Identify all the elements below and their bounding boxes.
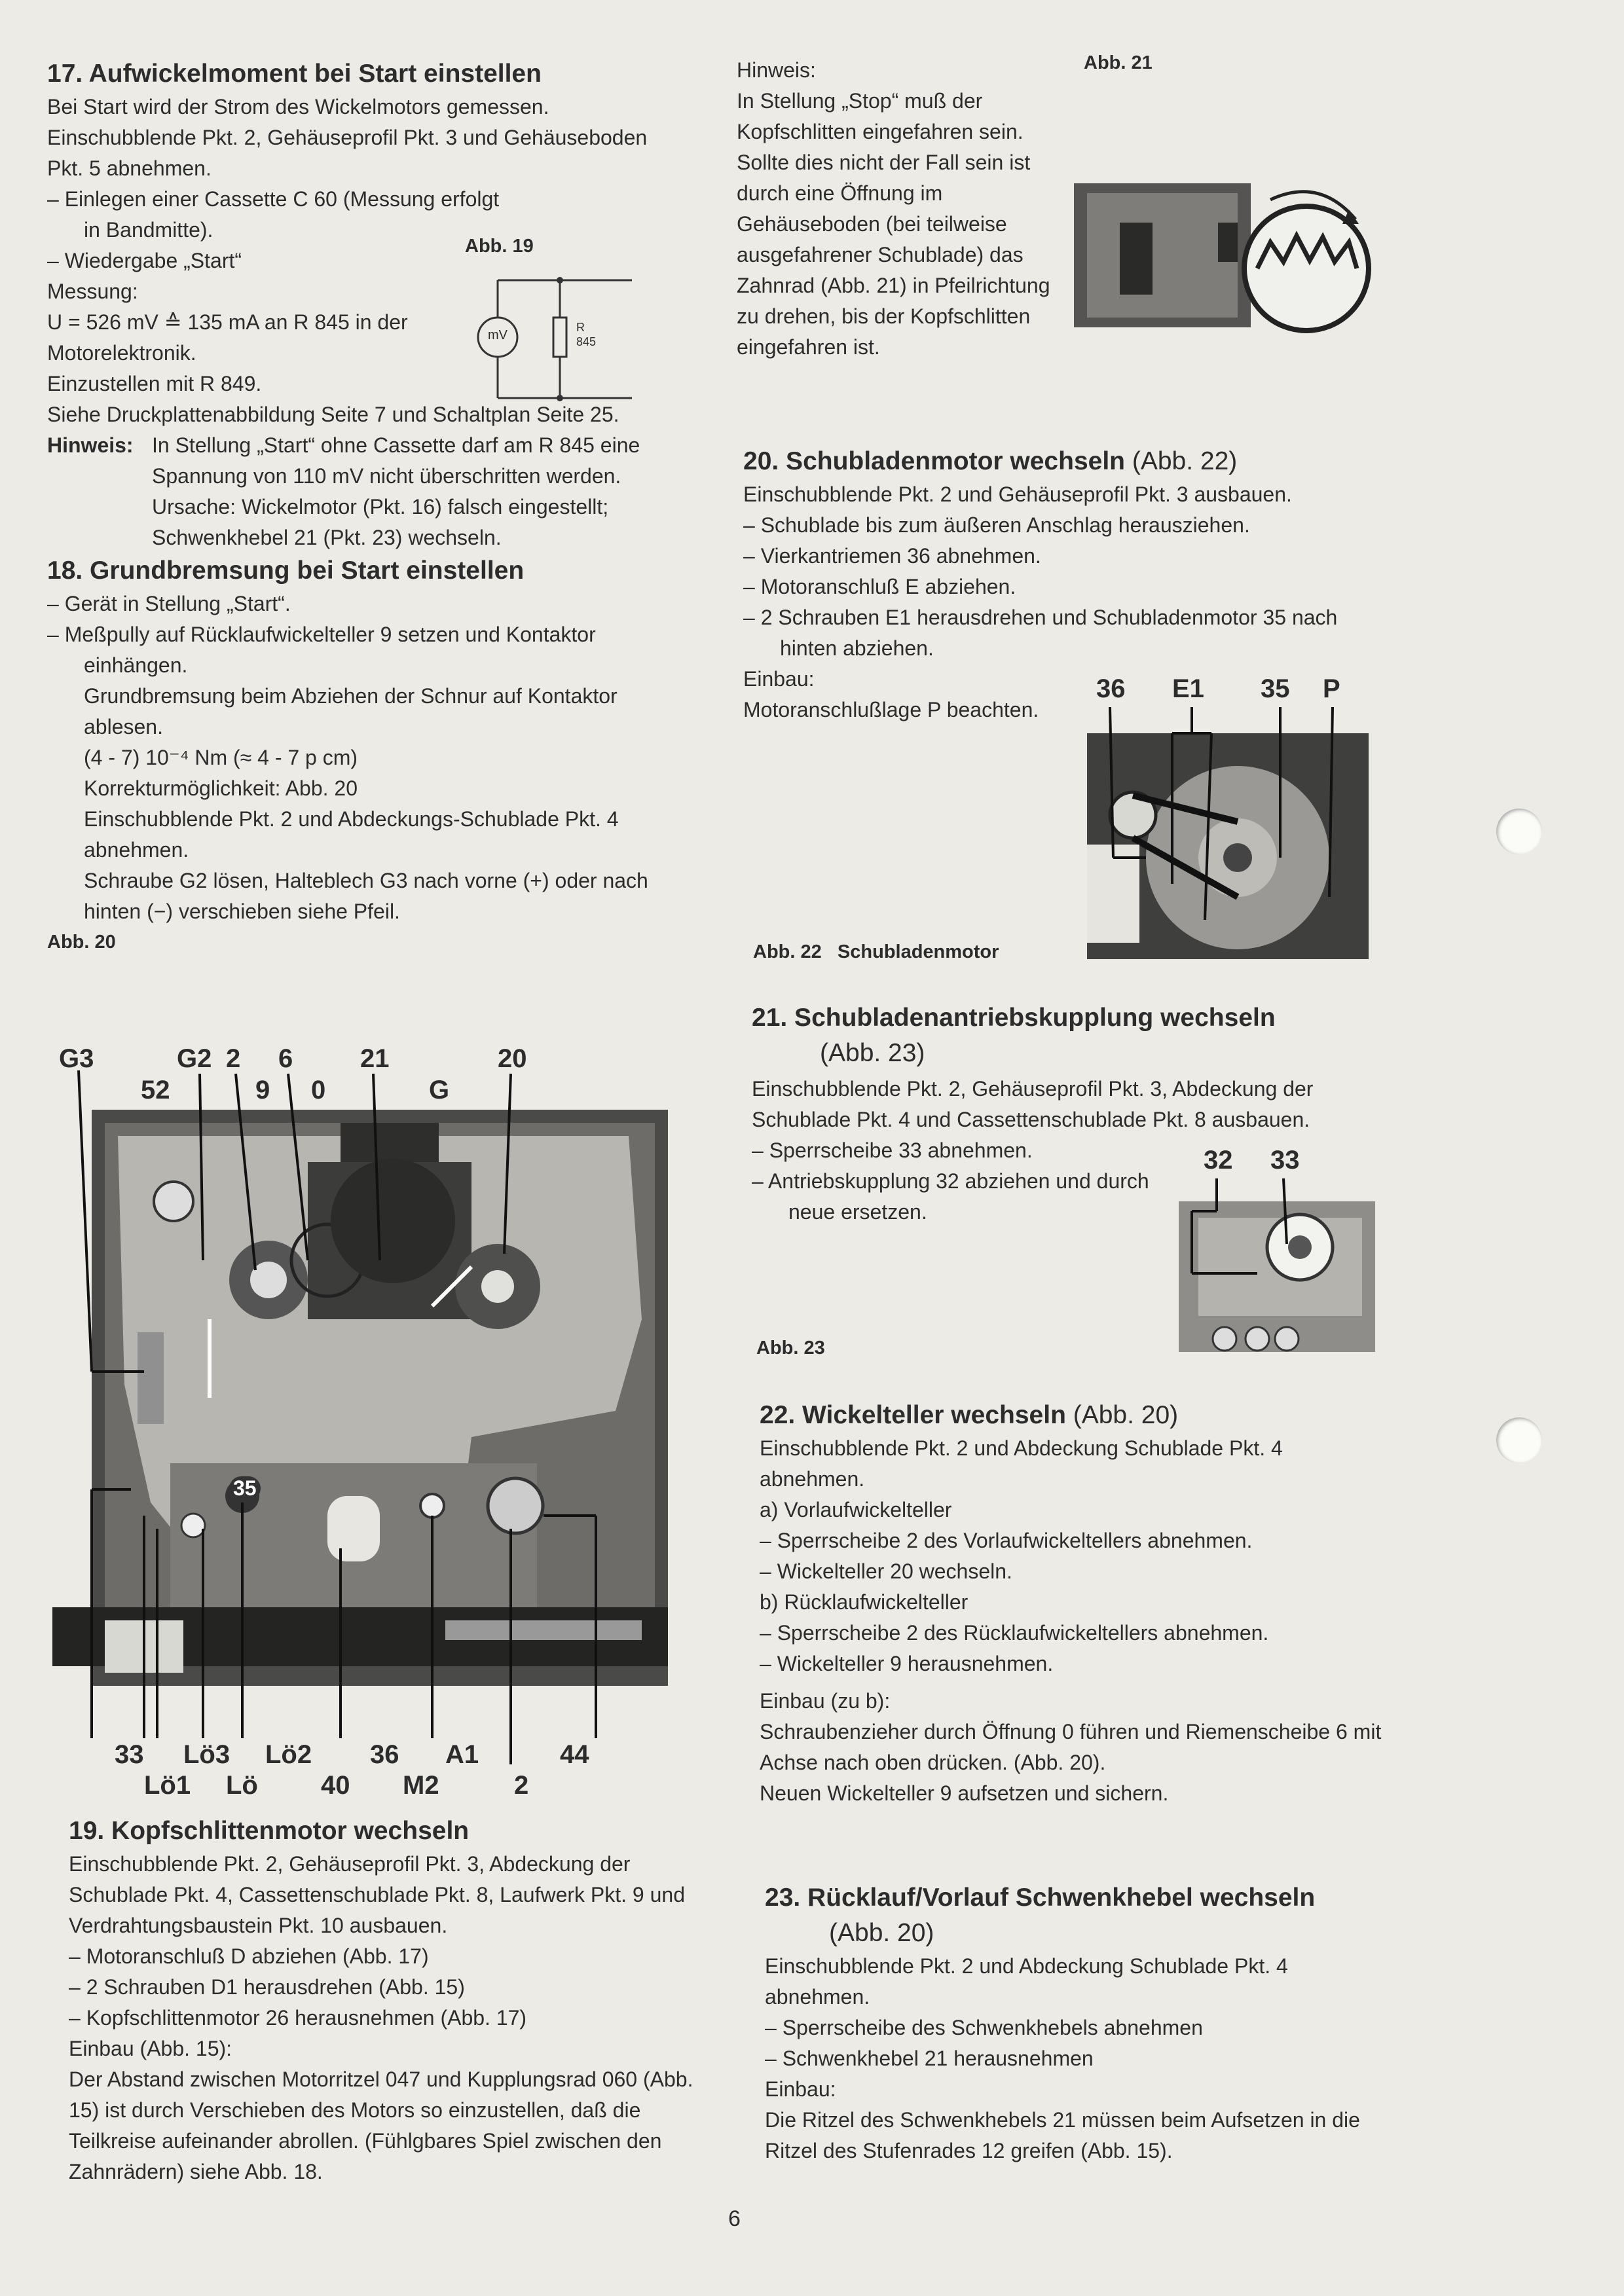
hint-text: In Stellung „Stop“ muß der Kopfschlitten eingefahren sein. [737,89,1024,143]
section-22 [760,1398,1388,1809]
s20-item-4: – 2 Schrauben E1 herausdrehen und Schubladenmotor 35 nach hinten abziehen. [743,606,1338,660]
s23-item-2: – Schwenkhebel 21 herausnehmen [765,2047,1094,2070]
section-20-title [743,444,1372,479]
s20-intro: Einschubblende Pkt. 2 und Gehäuseprofil Pkt. 3 ausbauen. [743,483,1292,506]
fig20-figure [52,1044,681,1813]
fig20-label-36: 36 [370,1740,399,1769]
s21-intro: Einschubblende Pkt. 2, Gehäuseprofil Pkt. 3, Abdeckung der Schublade Pkt. 4 und Cassettenschublade Pkt. 8 ausbauen. [752,1077,1314,1131]
fig20-caption: Abb. 20 [47,932,116,953]
s17-intro: Bei Start wird der Strom des Wickelmotors gemessen. Einschubblende Pkt. 2, Gehäuseprofil Pkt. 3 und Gehäuseboden Pkt. 5 abnehmen. [47,95,648,180]
fig20-label-35: 35 [229,1476,261,1501]
fig20-label-44: 44 [560,1740,589,1769]
fig20-label-9: 9 [255,1076,270,1104]
s18-text-4: Einschubblende Pkt. 2 und Abdeckungs-Schublade Pkt. 4 abnehmen. [84,807,619,862]
s21-item-2: – Antriebskupplung 32 abziehen und durch neue ersetzen. [752,1169,1149,1224]
page-number: 6 [728,2206,741,2231]
s22-a2: – Wickelteller 20 wechseln. [760,1559,1012,1583]
s17-measure-value: U = 526 mV ≙ 135 mA an R 845 in der Motorelektronik. [47,310,408,365]
section-19 [69,1813,694,2187]
fig20-label-lo: Lö [226,1771,258,1800]
s23-item-1: – Sperrscheibe des Schwenkhebels abnehmen [765,2016,1203,2039]
s18-text-3: Korrekturmöglichkeit: Abb. 20 [84,776,358,800]
fig22-label-e1: E1 [1172,674,1204,703]
fig21-figure [1061,52,1401,340]
fig20-label-0: 0 [311,1076,326,1104]
fig20-label-g2: G2 [177,1044,212,1073]
fig20-label-m2: M2 [403,1771,439,1800]
s22-b: b) Rücklaufwickelteller [760,1590,969,1614]
fig23-caption: Abb. 23 [756,1338,825,1358]
s22-b2: – Wickelteller 9 herausnehmen. [760,1652,1054,1675]
fig22-label-35: 35 [1261,674,1290,703]
section-22-title-ref: (Abb. 20) [1073,1401,1179,1429]
s22-b1: – Sperrscheibe 2 des Rücklaufwickeltellers abnehmen. [760,1621,1269,1645]
section-19-title: 19. Kopfschlittenmotor wechseln [69,1817,470,1845]
punch-hole-top [1496,809,1542,854]
fig20-mechanism-photo [52,1044,681,1813]
section-21-title [752,1000,1380,1071]
s17-see: Siehe Druckplattenabbildung Seite 7 und Schaltplan Seite 25. [47,403,619,426]
s19-einbau: Einbau (Abb. 15): [69,2037,232,2060]
fig23-figure [1172,1146,1382,1362]
fig20-label-6: 6 [278,1044,293,1073]
s22-a1: – Sperrscheibe 2 des Vorlaufwickeltellers abnehmen. [760,1529,1253,1552]
fig20-label-g3: G3 [59,1044,94,1073]
section-22-title [760,1398,1388,1433]
fig22-label-p: P [1323,674,1340,703]
section-23-title-text: 23. Rücklauf/Vorlauf Schwenkhebel wechseln [765,1884,1316,1912]
fig19-circuit-svg [465,236,661,406]
s17-cause: Ursache: Wickelmotor (Pkt. 16) falsch eingestellt; Schwenkhebel 21 (Pkt. 23) wechseln. [152,495,609,549]
fig19-resistor-value: 845 [576,335,597,348]
hint-label: Hinweis: [737,58,816,82]
fig19-schematic [465,236,661,406]
s20-item-3: – Motoranschluß E abziehen. [743,575,1016,598]
s19-item-2: – 2 Schrauben D1 herausdrehen (Abb. 15) [69,1975,465,1999]
s17-adjust: Einzustellen mit R 849. [47,372,262,395]
fig22-caption: Abb. 22 Schubladenmotor [753,941,999,962]
fig22-label-36: 36 [1096,674,1126,703]
section-20-title-ref: (Abb. 22) [1132,447,1238,475]
hint-text-2: Sollte dies nicht der Fall sein ist durch eine Öffnung im Gehäuseboden (bei teilweise ausgefahrener Schublade) das Zahnrad (Abb. 21) in Pfeilrichtung zu drehen, bis der Kopfschlitten eingefahren ist. [737,151,1050,359]
fig20-label-2-bottom: 2 [514,1771,529,1800]
fig22-figure [1074,674,1375,962]
left-column [47,56,679,958]
s19-item-3: – Kopfschlittenmotor 26 herausnehmen (Abb. 17) [69,2006,527,2030]
section-21-title-ref: (Abb. 23) [820,1039,925,1067]
s17-measure-label: Messung: [47,280,138,303]
s23-einbau: Einbau: [765,2077,836,2101]
fig21-caption: Abb. 21 [1084,52,1153,73]
fig20-label-lo2: Lö2 [265,1740,312,1769]
s21-item-1: – Sperrscheibe 33 abnehmen. [752,1139,1033,1162]
section-23-title-ref: (Abb. 20) [829,1919,934,1947]
section-20-title-text: 20. Schubladenmotor wechseln [743,447,1125,475]
s18-text-1: Grundbremsung beim Abziehen der Schnur auf Kontaktor ablesen. [84,684,618,738]
section-17-title: 17. Aufwickelmoment bei Start einstellen [47,60,542,88]
fig19-resistor-r: R [576,321,585,334]
fig20-label-21: 21 [360,1044,390,1073]
punch-hole-bottom [1496,1417,1542,1463]
section-21-title-text: 21. Schubladenantriebskupplung wechseln [752,1004,1276,1032]
fig23-label-32: 32 [1204,1146,1233,1175]
s20-einbau: Einbau: [743,667,815,691]
s22-text-2: Neuen Wickelteller 9 aufsetzen und sichern. [760,1781,1169,1805]
fig21-gear-photo [1061,52,1401,340]
s18-text-2: (4 - 7) 10⁻⁴ Nm (≈ 4 - 7 p cm) [84,746,358,769]
s19-item-1: – Motoranschluß D abziehen (Abb. 17) [69,1944,429,1968]
s20-item-2: – Vierkantriemen 36 abnehmen. [743,544,1041,568]
section-22-title-text: 22. Wickelteller wechseln [760,1401,1066,1429]
s17-hint-text: In Stellung „Start“ ohne Cassette darf am R 845 eine Spannung von 110 mV nicht überschritten werden. [152,433,640,488]
s17-hint-label: Hinweis: [47,433,134,457]
fig20-label-g: G [429,1076,450,1104]
s18-item-1: – Gerät in Stellung „Start“. [47,592,291,615]
section-23 [765,1880,1393,2166]
fig20-label-20: 20 [498,1044,527,1073]
fig19-caption: Abb. 19 [465,236,534,257]
fig20-label-lo3: Lö3 [183,1740,231,1769]
fig19-meter-label: mV [488,328,507,342]
section-18-title: 18. Grundbremsung bei Start einstellen [47,556,525,585]
s17-hint-body [152,430,679,553]
s18-item-2: – Meßpully auf Rücklaufwickelteller 9 setzen und Kontaktor einhängen. [47,623,596,677]
fig23-label-33: 33 [1270,1146,1300,1175]
fig20-label-33: 33 [115,1740,144,1769]
fig20-label-a1: A1 [445,1740,479,1769]
fig22-motor-photo [1074,674,1375,962]
fig23-coupling-photo [1172,1146,1382,1362]
right-hint [737,55,1077,363]
fig20-label-lo1: Lö1 [144,1771,191,1800]
section-23-title [765,1880,1393,1951]
s22-einbau: Einbau (zu b): [760,1689,891,1713]
s19-intro: Einschubblende Pkt. 2, Gehäuseprofil Pkt. 3, Abdeckung der Schublade Pkt. 4, Cassettenschublade Pkt. 8, Laufwerk Pkt. 9 und Verdrahtungsbaustein Pkt. 10 ausbauen. [69,1852,685,1937]
s20-item-1: – Schublade bis zum äußeren Anschlag herausziehen. [743,513,1250,537]
fig20-label-52: 52 [141,1076,170,1104]
fig20-label-40: 40 [321,1771,350,1800]
s20-text: Motoranschlußlage P beachten. [743,698,1039,721]
s17-hint [47,430,679,553]
s17-item-1: – Einlegen einer Cassette C 60 (Messung erfolgt in Bandmitte). [47,187,500,242]
s23-intro: Einschubblende Pkt. 2 und Abdeckung Schublade Pkt. 4 abnehmen. [765,1954,1288,2009]
fig20-label-2: 2 [226,1044,241,1073]
s22-a: a) Vorlaufwickelteller [760,1498,952,1522]
s19-text: Der Abstand zwischen Motorritzel 047 und Kupplungsrad 060 (Abb. 15) ist durch Verschieben des Motors so einzustellen, daß die Teilkreise aufeinander abrollen. (Fühlgbares Spiel zwischen den Zahnrädern) siehe Abb. 18. [69,2068,693,2183]
s23-text: Die Ritzel des Schwenkhebels 21 müssen beim Aufsetzen in die Ritzel des Stufenrades 12 greifen (Abb. 15). [765,2108,1360,2162]
s18-text-5: Schraube G2 lösen, Halteblech G3 nach vorne (+) oder nach hinten (−) verschieben siehe Pfeil. [84,869,648,923]
s22-intro: Einschubblende Pkt. 2 und Abdeckung Schublade Pkt. 4 abnehmen. [760,1436,1283,1491]
s22-text-1: Schraubenzieher durch Öffnung 0 führen und Riemenscheibe 6 mit Achse nach oben drücken. (Abb. 20). [760,1720,1382,1774]
s17-item-2: – Wiedergabe „Start“ [47,249,242,272]
